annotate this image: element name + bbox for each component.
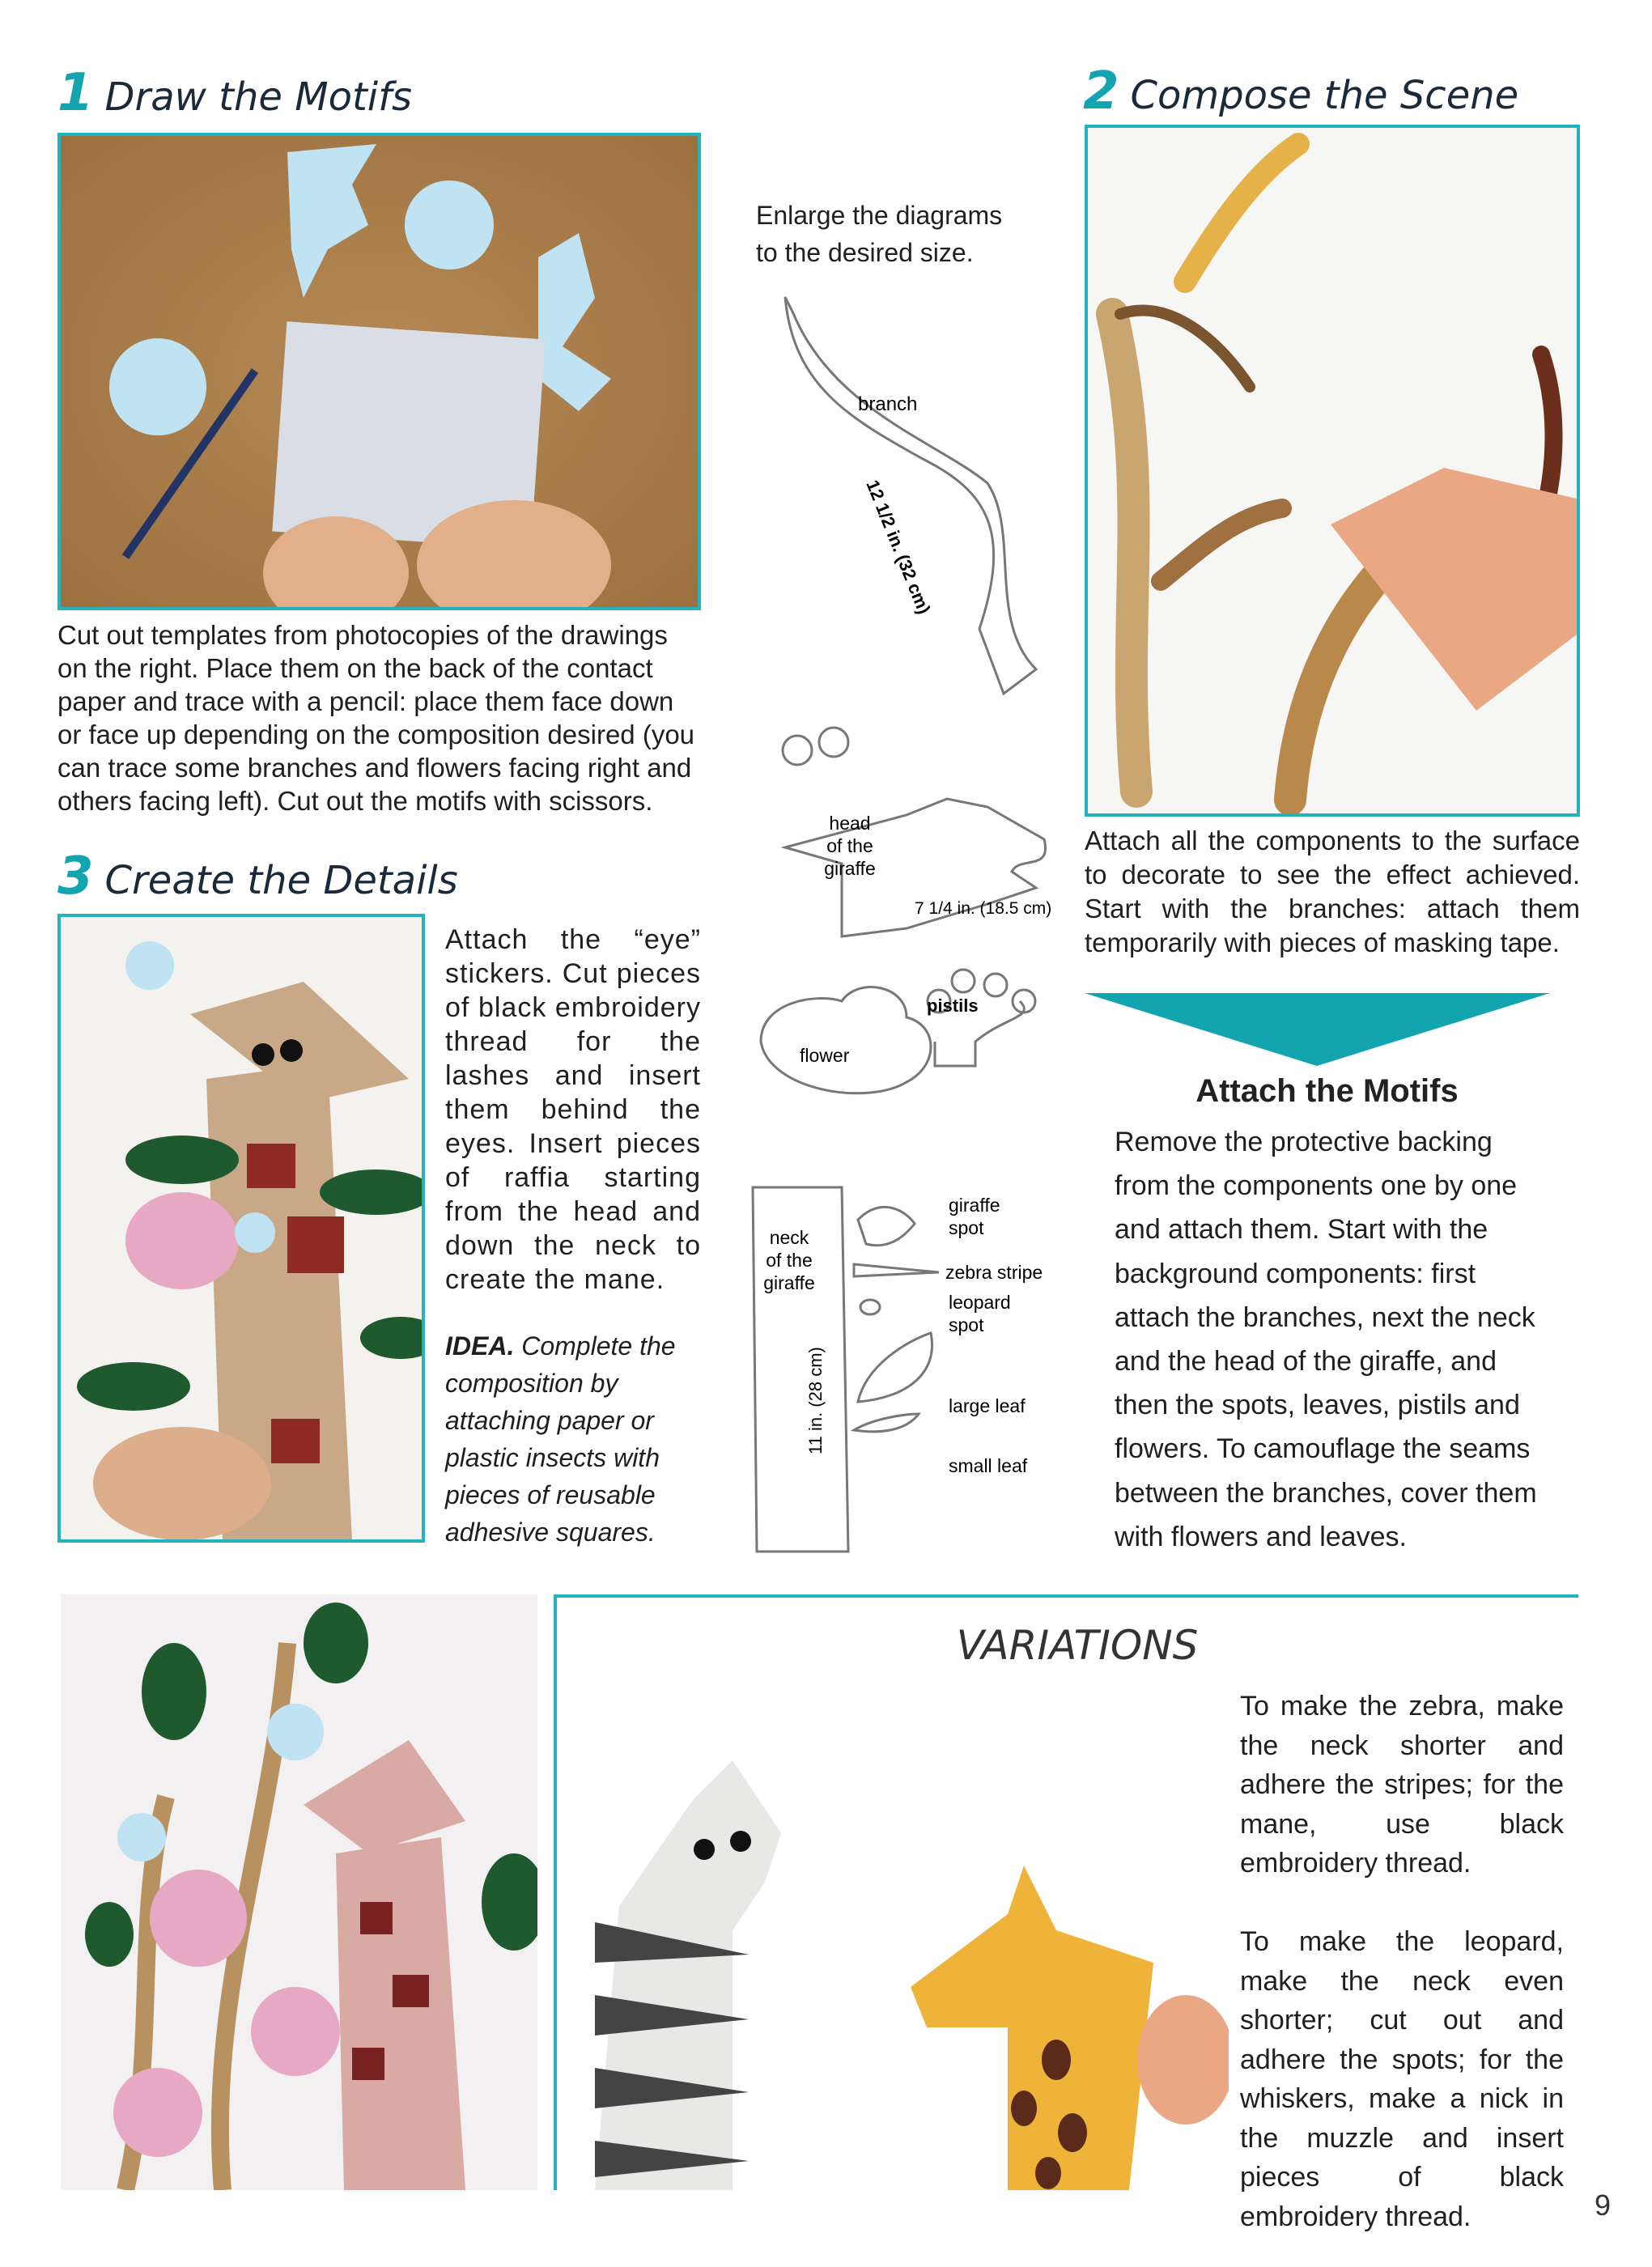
template-diagrams xyxy=(745,289,1068,1568)
small-leaf-label: small leaf xyxy=(949,1455,1028,1476)
giraffe-spot-shape xyxy=(858,1207,915,1245)
finished-giraffe-photo xyxy=(61,1594,537,2190)
finished-mural-illustration xyxy=(61,1594,537,2190)
large-leaf-label: large leaf xyxy=(949,1395,1026,1416)
branch-label: branch xyxy=(858,393,918,415)
variations-left-rule xyxy=(554,1594,557,2190)
leopard-spot-shape xyxy=(860,1300,880,1314)
neck-label-3: giraffe xyxy=(763,1272,815,1293)
attach-heading: Attach the Motifs xyxy=(1195,1073,1459,1109)
step1-photo xyxy=(57,133,701,610)
leopard-spot-label-1: leopard xyxy=(949,1292,1011,1313)
step1-heading: 1 Draw the Motifs xyxy=(57,63,413,123)
giraffe-spot-label-2: spot xyxy=(949,1217,984,1238)
diagrams-intro: Enlarge the diagrams to the desired size. xyxy=(756,201,1003,267)
idea-note: IDEA. Complete the composition by attaching paper or plastic insects with pieces of reusable adhesive squares. xyxy=(445,1331,676,1547)
tracing-photo-illustration xyxy=(61,136,701,610)
zebra-stripe-label: zebra stripe xyxy=(945,1262,1043,1283)
neck-label-2: of the xyxy=(766,1250,813,1271)
flower-label: flower xyxy=(800,1045,850,1066)
step2-photo xyxy=(1085,125,1580,817)
attach-text: Remove the protective backing from the components one by one and attach them. Start with the background components: first attach the branches, next the neck and the head of the giraffe, and then the spots, leaves, pistils and flowers. To camouflage the seams between the branches, cover them with flowers and leaves. xyxy=(1115,1127,1537,1552)
head-label-3: giraffe xyxy=(824,858,876,879)
page-number: 9 xyxy=(1595,2188,1612,2222)
zebra-leopard-illustration xyxy=(571,1720,1229,2190)
step3-text: Attach the “eye” stickers. Cut pieces of black embroidery thread for the lashes and insert them behind the eyes. Insert pieces of raffia starting from the head and down the neck to create the mane. xyxy=(445,924,701,1295)
variations-top-rule xyxy=(554,1594,1578,1598)
zebra-leopard-photo xyxy=(571,1720,1229,2190)
branches-photo-illustration xyxy=(1088,128,1580,817)
down-arrow-icon xyxy=(1085,993,1550,1068)
zebra-stripe-shape xyxy=(854,1264,939,1276)
variations-title: VARIATIONS xyxy=(956,1622,1199,1669)
flower-shape xyxy=(761,987,931,1093)
leopard-spot-label-2: spot xyxy=(949,1314,984,1335)
giraffe-spot-label-1: giraffe xyxy=(949,1195,1000,1216)
step1-caption: Cut out templates from photocopies of the drawings on the right. Place them on the back of the contact paper and trace with a pencil: place them face down or face up depending on the composition desired (you can trace some branches and flowers facing right and others facing left). Cut out the motifs with scissors. xyxy=(57,620,695,816)
branch-shape xyxy=(785,297,1036,694)
head-label-1: head xyxy=(829,813,871,834)
head-size-label: 7 1/4 in. (18.5 cm) xyxy=(915,899,1052,918)
neck-label-1: neck xyxy=(769,1227,809,1248)
step3-heading: 3 Create the Details xyxy=(57,847,458,906)
branch-size-label: 12 1/2 in. (32 cm) xyxy=(862,477,935,618)
head-label-2: of the xyxy=(826,835,873,856)
giraffe-detail-illustration xyxy=(61,917,425,1543)
small-leaf-shape xyxy=(854,1414,919,1432)
step2-heading: 2 Compose the Scene xyxy=(1083,62,1519,121)
neck-size-label: 11 in. (28 cm) xyxy=(805,1347,826,1454)
large-leaf-shape xyxy=(858,1333,932,1402)
zebra-variation-text: To make the zebra, make the neck shorter and adhere the stripes; for the mane, use black embroidery thread. xyxy=(1240,1691,1564,1879)
step3-photo xyxy=(57,914,425,1543)
pistils-label: pistils xyxy=(927,996,979,1016)
leopard-variation-text: To make the leopard, make the neck even shorter; cut out and adhere the spots; for the whiskers, make a nick in the muzzle and insert pieces of black embroidery thread. xyxy=(1240,1926,1564,2232)
step2-caption: Attach all the components to the surface to decorate to see the effect achieved. Start with the branches: attach them temporarily with pieces of masking tape. xyxy=(1085,826,1580,957)
